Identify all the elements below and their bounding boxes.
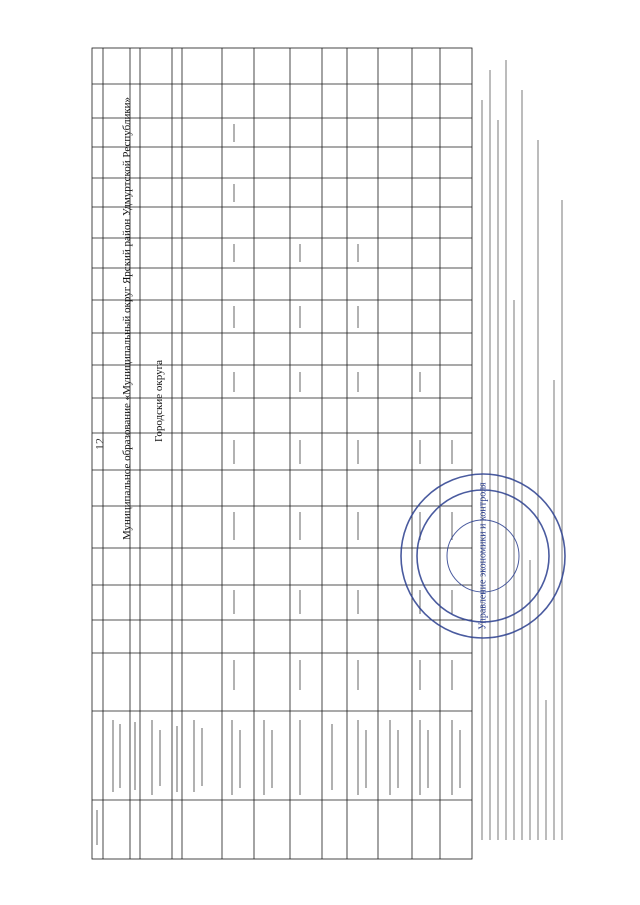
footnote-lines (482, 60, 562, 840)
stamp-text: Управление экономики и контроля (477, 482, 489, 630)
illegible-cell-text (97, 720, 460, 845)
table-grid (92, 48, 472, 859)
header-municipal-district: Муниципальное образование «Муниципальный округ Ярский район Удмуртской Республики» (121, 96, 133, 540)
header-city-districts: Городские округа (153, 359, 165, 442)
illegible-numeric-values (234, 124, 452, 690)
page-number: 12 (92, 438, 107, 450)
